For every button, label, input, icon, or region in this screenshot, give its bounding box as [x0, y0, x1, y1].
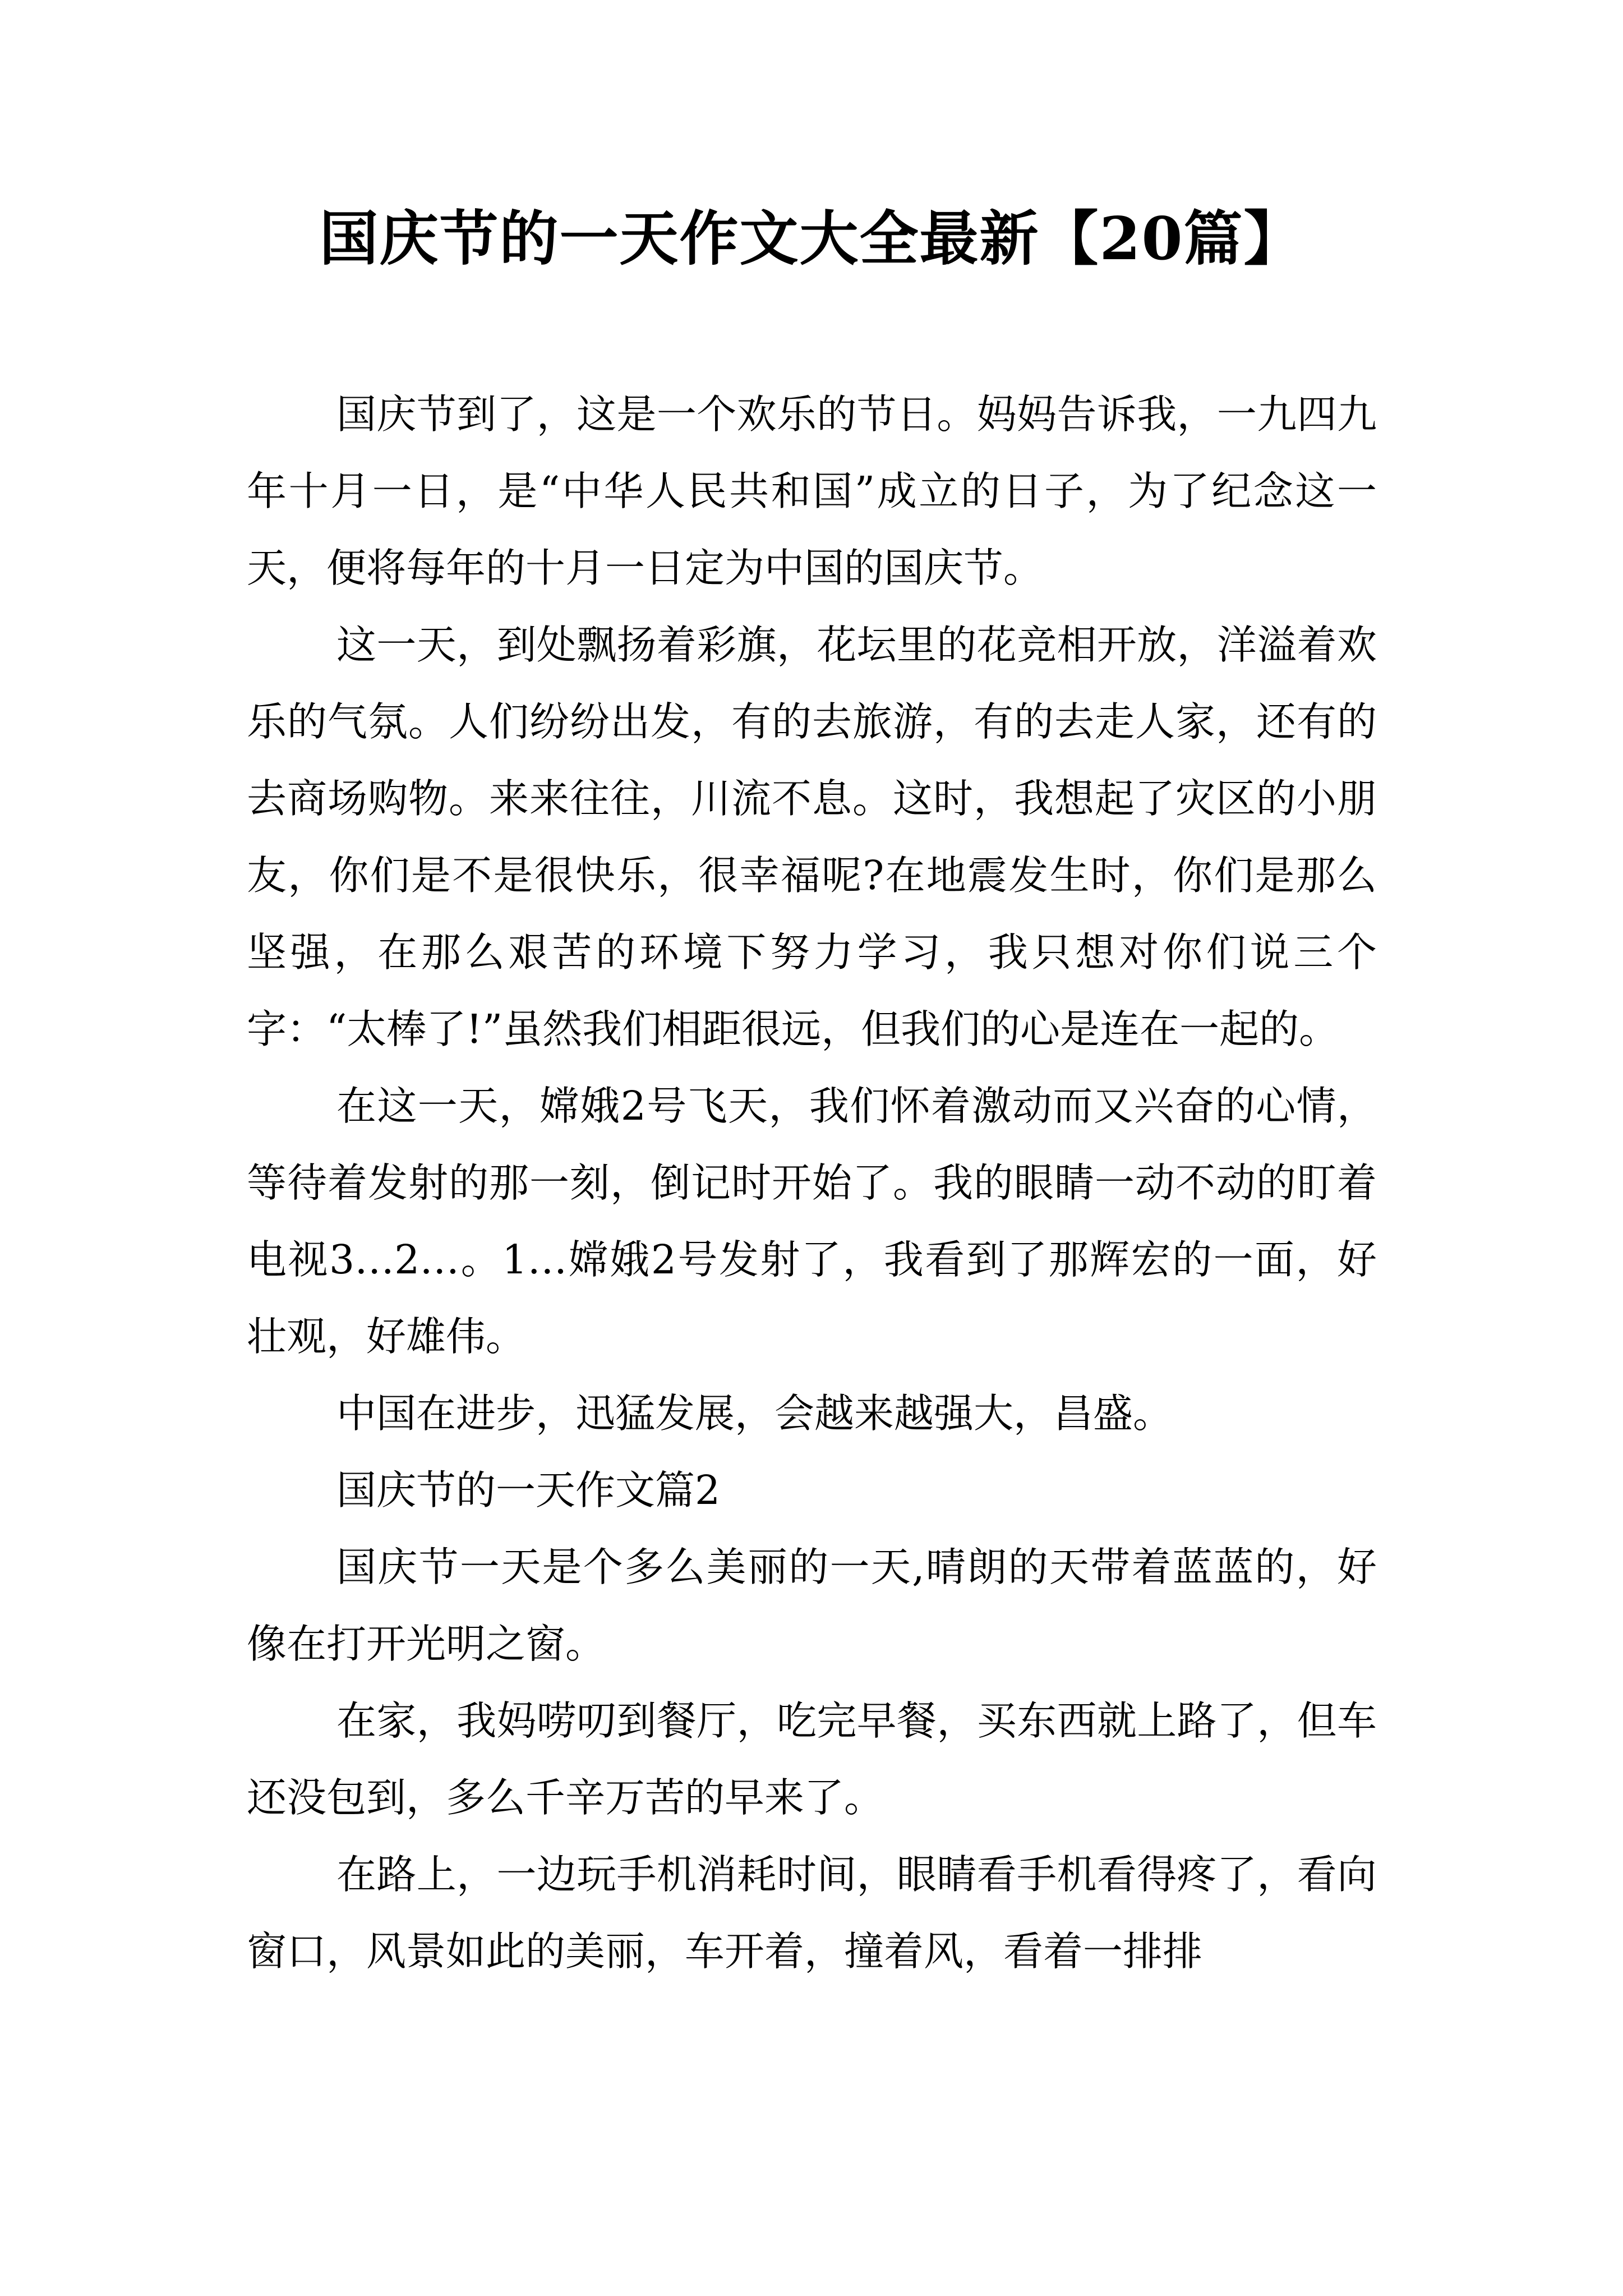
paragraph: 这一天，到处飘扬着彩旗，花坛里的花竞相开放，洋溢着欢乐的气氛。人们纷纷出发，有的去旅游，有的去走人家，还有的去商场购物。来来往往，川流不息。这时，我想起了灾区的小朋友，你们是不是很快乐，很幸福呢?在地震发生时，你们是那么坚强，在那么艰苦的环境下努力学习，我只想对你们说三个字：“太棒了!”虽然我们相距很远，但我们的心是连在一起的。 [247, 622, 1377, 1052]
paragraph: 中国在进步，迅猛发展，会越来越强大，昌盛。 [336, 1390, 1173, 1437]
document-title: 国庆节的一天作文大全最新【20篇】 [319, 204, 1304, 273]
paragraph: 在家，我妈唠叨到餐厅，吃完早餐，买东西就上路了，但车还没包到，多么千辛万苦的早来了。 [247, 1697, 1377, 1821]
section-heading: 国庆节的一天作文篇2 [336, 1467, 721, 1513]
paragraph: 国庆节一天是个多么美丽的一天,晴朗的天带着蓝蓝的，好像在打开光明之窗。 [247, 1544, 1377, 1667]
paragraph: 在路上，一边玩手机消耗时间，眼睛看手机看得疼了，看向窗口，风景如此的美丽，车开着，撞着风，看着一排排 [247, 1851, 1377, 1975]
paragraph: 在这一天，嫦娥2号飞天，我们怀着激动而又兴奋的心情，等待着发射的那一刻，倒记时开始了。我的眼睛一动不动的盯着电视3…2…。1…嫦娥2号发射了，我看到了那辉宏的一面，好壮观，好雄伟。 [247, 1083, 1377, 1360]
paragraph: 国庆节到了，这是一个欢乐的节日。妈妈告诉我，一九四九年十月一日，是“中华人民共和国”成立的日子，为了纪念这一天，便将每年的十月一日定为中国的国庆节。 [247, 391, 1377, 591]
document-body [247, 376, 1377, 1990]
